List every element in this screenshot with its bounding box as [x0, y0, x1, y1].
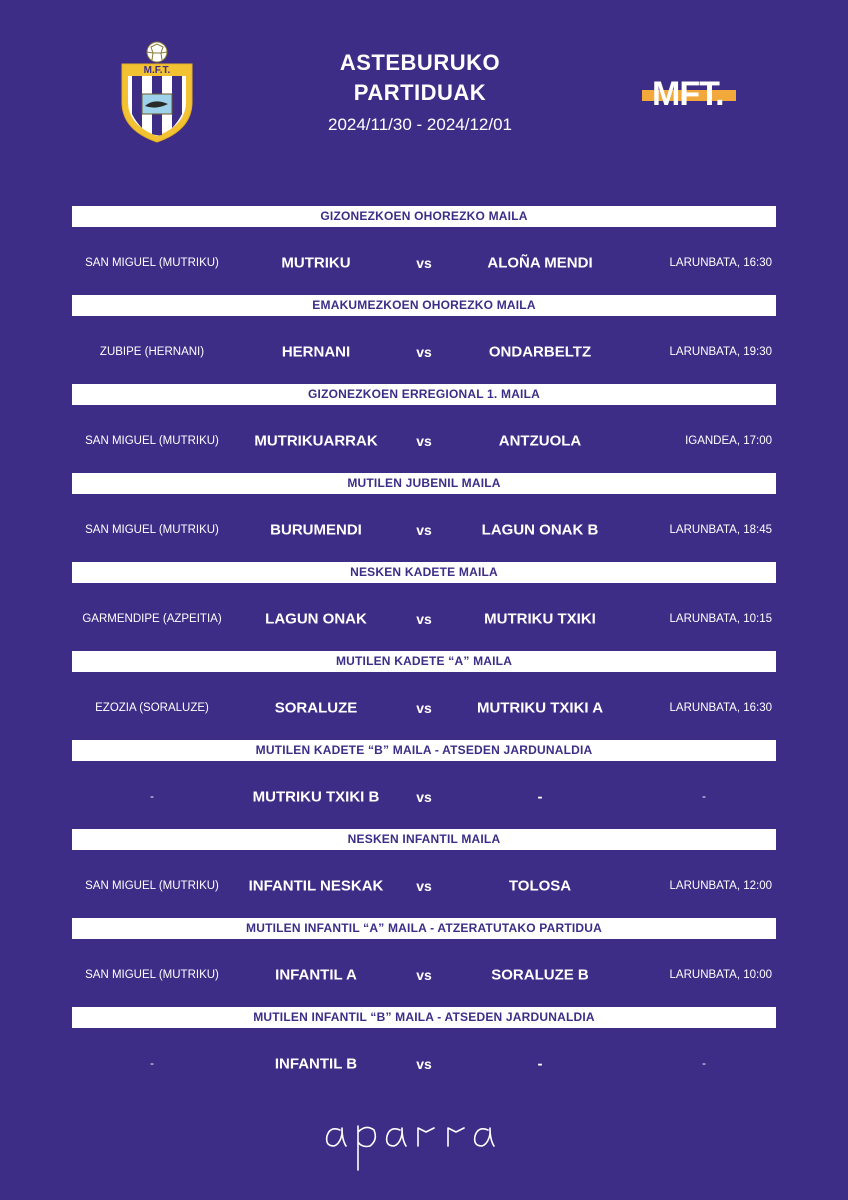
- venue: SAN MIGUEL (MUTRIKU): [85, 969, 219, 981]
- match-row: [72, 850, 776, 918]
- venue: -: [150, 791, 154, 803]
- match-block: [72, 1007, 776, 1096]
- home-team: BURUMENDI: [270, 521, 362, 539]
- vs-label: vs: [416, 789, 432, 805]
- vs-label: vs: [416, 255, 432, 271]
- match-time: LARUNBATA, 19:30: [669, 346, 772, 358]
- match-row: [72, 316, 776, 384]
- match-time: LARUNBATA, 18:45: [669, 524, 772, 536]
- home-team: MUTRIKU: [281, 254, 351, 272]
- home-team: MUTRIKUARRAK: [254, 432, 378, 450]
- match-row: [72, 1028, 776, 1096]
- club-crest-logo: [116, 40, 198, 144]
- match-block: [72, 651, 776, 740]
- vs-label: vs: [416, 344, 432, 360]
- match-time: IGANDEA, 17:00: [685, 435, 772, 447]
- match-row: [72, 405, 776, 473]
- match-row: [72, 939, 776, 1007]
- match-block: [72, 206, 776, 295]
- logo-text: MFT.: [652, 75, 724, 113]
- vs-label: vs: [416, 433, 432, 449]
- vs-label: vs: [416, 1056, 432, 1072]
- mft-logo: [640, 70, 750, 118]
- crest-label: M.F.T.: [143, 65, 171, 76]
- match-time: LARUNBATA, 10:15: [669, 613, 772, 625]
- match-block: [72, 918, 776, 1007]
- match-block: [72, 384, 776, 473]
- category-band: MUTILEN KADETE “A” MAILA: [72, 651, 776, 672]
- away-team: TOLOSA: [508, 877, 572, 895]
- venue: SAN MIGUEL (MUTRIKU): [85, 435, 219, 447]
- vs-label: vs: [416, 700, 432, 716]
- away-team: MUTRIKU TXIKI: [484, 610, 596, 628]
- venue: GARMENDIPE (AZPEITIA): [82, 613, 222, 625]
- match-block: [72, 295, 776, 384]
- away-team: -: [537, 1055, 543, 1073]
- venue: -: [150, 1058, 154, 1070]
- category-band: GIZONEZKOEN OHOREZKO MAILA: [72, 206, 776, 227]
- away-team: ANTZUOLA: [498, 432, 582, 450]
- match-time: LARUNBATA, 10:00: [669, 969, 772, 981]
- home-team: INFANTIL B: [274, 1055, 358, 1073]
- match-row: [72, 761, 776, 829]
- match-row: [72, 494, 776, 562]
- category-band: MUTILEN INFANTIL “A” MAILA - ATZERATUTAKO PARTIDUA: [72, 918, 776, 939]
- category-band: GIZONEZKOEN ERREGIONAL 1. MAILA: [72, 384, 776, 405]
- match-block: [72, 473, 776, 562]
- vs-label: vs: [416, 611, 432, 627]
- match-row: [72, 583, 776, 651]
- category-band: NESKEN INFANTIL MAILA: [72, 829, 776, 850]
- match-time: LARUNBATA, 16:30: [669, 257, 772, 269]
- match-time: -: [702, 1058, 706, 1070]
- category-band: MUTILEN KADETE “B” MAILA - ATSEDEN JARDUNALDIA: [72, 740, 776, 761]
- venue: EZOZIA (SORALUZE): [95, 702, 209, 714]
- vs-label: vs: [416, 522, 432, 538]
- venue: SAN MIGUEL (MUTRIKU): [85, 524, 219, 536]
- venue: ZUBIPE (HERNANI): [99, 346, 205, 358]
- match-block: [72, 562, 776, 651]
- match-time: -: [702, 791, 706, 803]
- vs-label: vs: [416, 878, 432, 894]
- venue: SAN MIGUEL (MUTRIKU): [85, 257, 219, 269]
- match-block: [72, 740, 776, 829]
- away-team: ONDARBELTZ: [488, 343, 592, 361]
- category-band: NESKEN KADETE MAILA: [72, 562, 776, 583]
- home-team: HERNANI: [281, 343, 351, 361]
- venue: SAN MIGUEL (MUTRIKU): [85, 880, 219, 892]
- title-line-1: ASTEBURUKO: [339, 50, 501, 75]
- home-team: INFANTIL A: [275, 966, 357, 984]
- category-band: MUTILEN INFANTIL “B” MAILA - ATSEDEN JARDUNALDIA: [72, 1007, 776, 1028]
- match-list: [72, 206, 776, 1096]
- home-team: MUTRIKU TXIKI B: [252, 788, 380, 806]
- away-team: MUTRIKU TXIKI A: [476, 699, 604, 717]
- category-band: MUTILEN JUBENIL MAILA: [72, 473, 776, 494]
- away-team: SORALUZE B: [491, 966, 589, 984]
- match-row: [72, 672, 776, 740]
- home-team: LAGUN ONAK: [265, 610, 367, 628]
- category-band: EMAKUMEZKOEN OHOREZKO MAILA: [72, 295, 776, 316]
- page-header: [250, 48, 590, 136]
- home-team: INFANTIL NESKAK: [248, 877, 384, 895]
- match-time: LARUNBATA, 16:30: [669, 702, 772, 714]
- title-line-2: PARTIDUAK: [353, 80, 487, 105]
- home-team: SORALUZE: [274, 699, 358, 717]
- match-row: [72, 227, 776, 295]
- away-team: -: [537, 788, 543, 806]
- away-team: ALOÑA MENDI: [487, 254, 593, 272]
- match-block: [72, 829, 776, 918]
- aparra-signature-logo: [318, 1108, 530, 1178]
- match-time: LARUNBATA, 12:00: [669, 880, 772, 892]
- away-team: LAGUN ONAK B: [481, 521, 599, 539]
- vs-label: vs: [416, 967, 432, 983]
- date-range: 2024/11/30 - 2024/12/01: [327, 115, 512, 134]
